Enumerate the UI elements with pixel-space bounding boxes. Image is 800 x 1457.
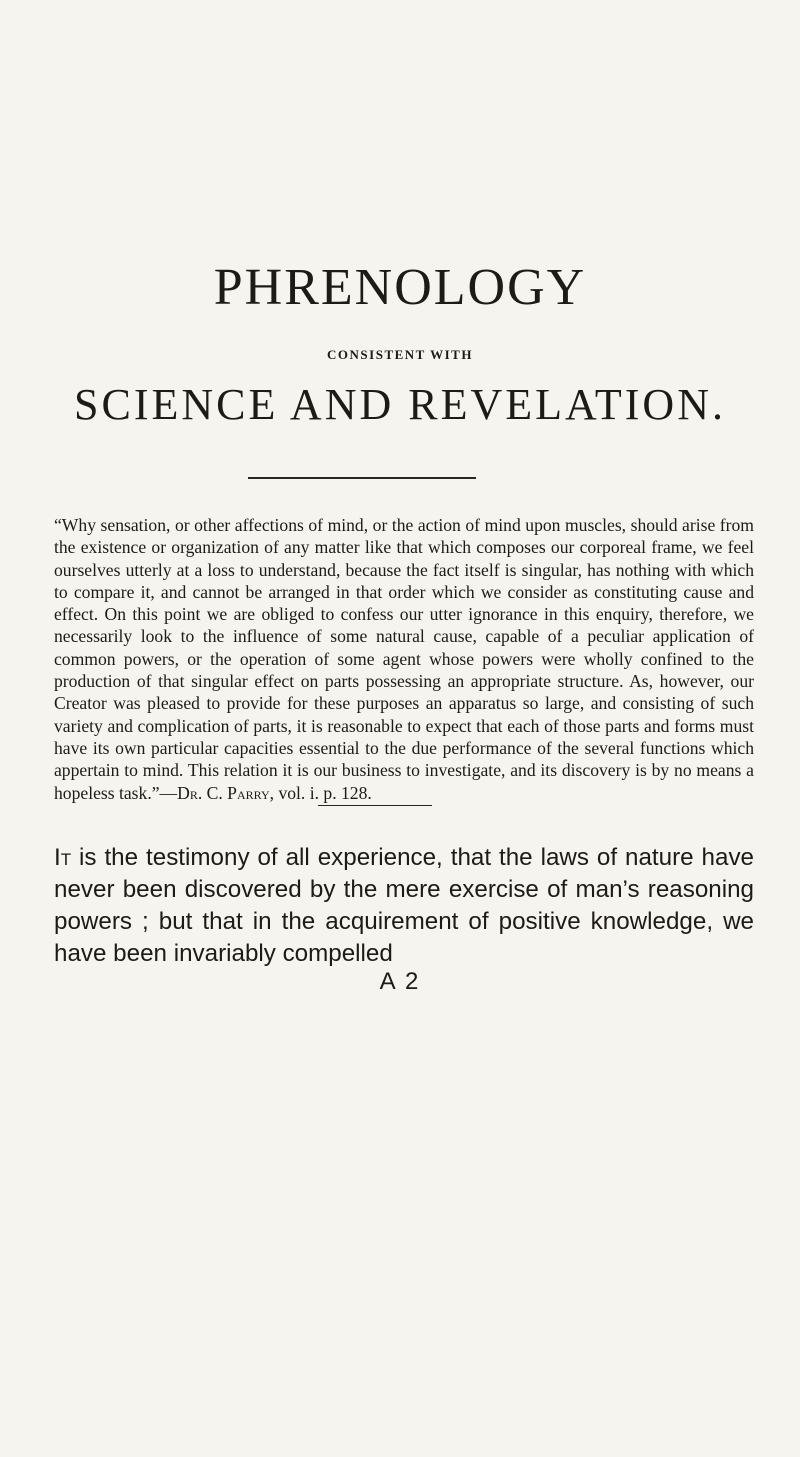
epigraph-attribution: Dr. C. Parry bbox=[177, 782, 270, 803]
body-first-word: It bbox=[54, 844, 72, 871]
body-paragraph bbox=[54, 842, 754, 970]
page-title: PHRENOLOGY bbox=[213, 259, 587, 316]
title-divider bbox=[248, 477, 476, 479]
page-subtitle: SCIENCE AND REVELATION. bbox=[74, 380, 726, 429]
epigraph-text: “Why sensation, or other affections of mind, or the action of mind upon muscles, should arise from the existence or organization of any matter like that which composes our corporeal frame, we feel ourselves utterly at a loss to understand, because the fact itself is singular, has nothing with which to compare it, and cannot be arranged in that order which we consider as constituting cause and effect. On this point we are obliged to confess our utter ignorance in this enquiry, therefore, we necessarily look to the influence of some natural cause, capable of a peculiar application of common powers, or the operation of some agent whose powers were wholly confined to the production of that singular effect on parts possessing an appropriate structure. As, however, our Creator was pleased to provide for these purposes an apparatus so large, and consisting of such variety and complication of parts, it is reasonable to expect that each of those parts and forms must have its own particular capacities essential to the due performance of the several functions which appertain to mind. This relation it is our business to investigate, and its discovery is by no means a hopeless task.”— bbox=[54, 515, 754, 803]
signature-mark: A 2 bbox=[379, 968, 421, 995]
epigraph-citation: , vol. i. p. 128. bbox=[269, 782, 372, 803]
epigraph-quote bbox=[54, 514, 754, 804]
section-divider bbox=[318, 805, 432, 806]
title-connector: CONSISTENT WITH bbox=[327, 347, 473, 362]
body-text: is the testimony of all experience, that the laws of nature have never been discovered by the mere exercise of man’s reasoning powers ; but that in the acquirement of positive knowledge, we have been invariably compelled bbox=[54, 844, 754, 967]
